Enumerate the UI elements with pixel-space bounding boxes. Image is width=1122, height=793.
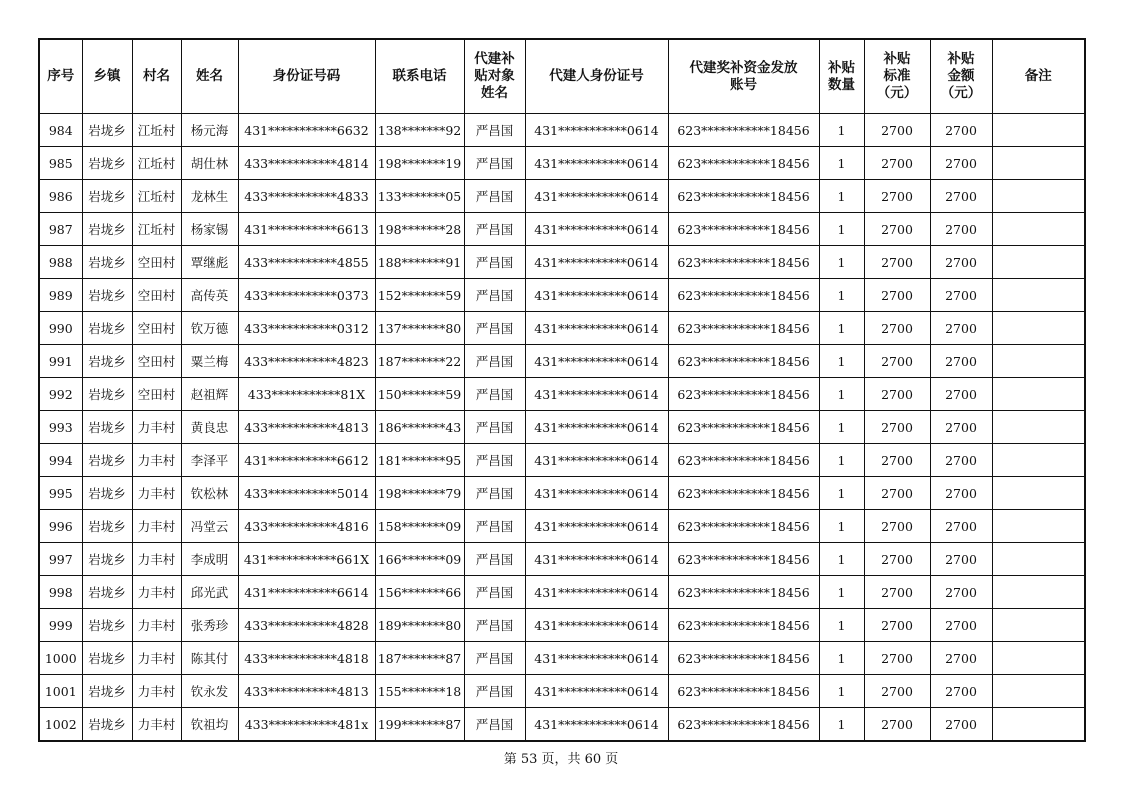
cell-standard: 2700 xyxy=(864,708,930,742)
cell-amount: 2700 xyxy=(930,378,992,411)
table-header xyxy=(39,39,1085,114)
cell-standard: 2700 xyxy=(864,609,930,642)
cell-proxy-id: 431***********0614 xyxy=(525,642,668,675)
cell-proxy-id: 431***********0614 xyxy=(525,345,668,378)
cell-remark xyxy=(992,147,1085,180)
cell-town: 岩垅乡 xyxy=(82,213,132,246)
cell-proxy-name: 严昌国 xyxy=(464,279,525,312)
cell-seq: 996 xyxy=(39,510,82,543)
cell-standard: 2700 xyxy=(864,213,930,246)
cell-account: 623***********18456 xyxy=(668,543,819,576)
table-row xyxy=(39,345,1085,378)
cell-quantity: 1 xyxy=(819,279,864,312)
cell-amount: 2700 xyxy=(930,147,992,180)
cell-name: 邱光武 xyxy=(181,576,238,609)
cell-proxy-id: 431***********0614 xyxy=(525,312,668,345)
header-quantity-line2: 数量 xyxy=(828,76,855,93)
cell-remark xyxy=(992,411,1085,444)
cell-phone: 198*******19 xyxy=(375,147,464,180)
cell-quantity: 1 xyxy=(819,378,864,411)
cell-quantity: 1 xyxy=(819,708,864,742)
cell-standard: 2700 xyxy=(864,477,930,510)
cell-id-number: 433***********4814 xyxy=(238,147,375,180)
cell-seq: 994 xyxy=(39,444,82,477)
cell-proxy-name: 严昌国 xyxy=(464,510,525,543)
table-row xyxy=(39,246,1085,279)
cell-town: 岩垅乡 xyxy=(82,642,132,675)
cell-name: 钦祖均 xyxy=(181,708,238,742)
cell-phone: 187*******87 xyxy=(375,642,464,675)
table-row xyxy=(39,180,1085,213)
cell-seq: 987 xyxy=(39,213,82,246)
cell-village: 空田村 xyxy=(132,246,181,279)
cell-village: 力丰村 xyxy=(132,411,181,444)
cell-proxy-id: 431***********0614 xyxy=(525,576,668,609)
header-town: 乡镇 xyxy=(82,39,132,114)
cell-standard: 2700 xyxy=(864,444,930,477)
cell-proxy-name: 严昌国 xyxy=(464,345,525,378)
cell-seq: 986 xyxy=(39,180,82,213)
cell-amount: 2700 xyxy=(930,180,992,213)
table-row xyxy=(39,147,1085,180)
header-id-number: 身份证号码 xyxy=(238,39,375,114)
cell-amount: 2700 xyxy=(930,609,992,642)
cell-standard: 2700 xyxy=(864,279,930,312)
cell-village: 力丰村 xyxy=(132,576,181,609)
cell-phone: 198*******28 xyxy=(375,213,464,246)
header-seq: 序号 xyxy=(39,39,82,114)
cell-standard: 2700 xyxy=(864,411,930,444)
table-row xyxy=(39,114,1085,147)
cell-town: 岩垅乡 xyxy=(82,246,132,279)
cell-proxy-name: 严昌国 xyxy=(464,477,525,510)
cell-quantity: 1 xyxy=(819,345,864,378)
cell-village: 力丰村 xyxy=(132,444,181,477)
cell-town: 岩垅乡 xyxy=(82,378,132,411)
cell-proxy-name: 严昌国 xyxy=(464,675,525,708)
cell-quantity: 1 xyxy=(819,147,864,180)
cell-id-number: 433***********5014 xyxy=(238,477,375,510)
cell-village: 力丰村 xyxy=(132,543,181,576)
cell-town: 岩垅乡 xyxy=(82,708,132,742)
cell-name: 赵祖辉 xyxy=(181,378,238,411)
cell-town: 岩垅乡 xyxy=(82,510,132,543)
cell-standard: 2700 xyxy=(864,543,930,576)
cell-phone: 187*******22 xyxy=(375,345,464,378)
cell-quantity: 1 xyxy=(819,510,864,543)
cell-account: 623***********18456 xyxy=(668,345,819,378)
cell-town: 岩垅乡 xyxy=(82,675,132,708)
cell-village: 力丰村 xyxy=(132,675,181,708)
header-amount-line3: （元） xyxy=(940,85,982,101)
cell-account: 623***********18456 xyxy=(668,708,819,742)
cell-town: 岩垅乡 xyxy=(82,114,132,147)
cell-phone: 150*******59 xyxy=(375,378,464,411)
cell-proxy-name: 严昌国 xyxy=(464,213,525,246)
cell-proxy-name: 严昌国 xyxy=(464,444,525,477)
cell-remark xyxy=(992,114,1085,147)
cell-id-number: 433***********4855 xyxy=(238,246,375,279)
cell-account: 623***********18456 xyxy=(668,477,819,510)
cell-id-number: 433***********4823 xyxy=(238,345,375,378)
table-row xyxy=(39,312,1085,345)
cell-account: 623***********18456 xyxy=(668,378,819,411)
cell-proxy-id: 431***********0614 xyxy=(525,675,668,708)
cell-name: 钦万德 xyxy=(181,312,238,345)
header-proxy-name-line3: 姓名 xyxy=(481,85,508,101)
header-quantity xyxy=(819,39,864,114)
cell-name: 杨家锡 xyxy=(181,213,238,246)
cell-seq: 985 xyxy=(39,147,82,180)
cell-town: 岩垅乡 xyxy=(82,444,132,477)
cell-village: 空田村 xyxy=(132,312,181,345)
cell-account: 623***********18456 xyxy=(668,642,819,675)
cell-proxy-name: 严昌国 xyxy=(464,114,525,147)
cell-proxy-id: 431***********0614 xyxy=(525,411,668,444)
cell-remark xyxy=(992,279,1085,312)
cell-phone: 155*******18 xyxy=(375,675,464,708)
header-proxy-name-line2: 贴对象 xyxy=(474,68,515,84)
cell-amount: 2700 xyxy=(930,576,992,609)
cell-name: 杨元海 xyxy=(181,114,238,147)
cell-id-number: 433***********481x xyxy=(238,708,375,742)
header-quantity-line1: 补贴 xyxy=(828,59,855,76)
cell-amount: 2700 xyxy=(930,708,992,742)
header-remark: 备注 xyxy=(992,39,1085,114)
cell-account: 623***********18456 xyxy=(668,576,819,609)
cell-proxy-name: 严昌国 xyxy=(464,312,525,345)
cell-quantity: 1 xyxy=(819,642,864,675)
cell-village: 力丰村 xyxy=(132,708,181,742)
cell-proxy-id: 431***********0614 xyxy=(525,477,668,510)
cell-account: 623***********18456 xyxy=(668,213,819,246)
cell-seq: 993 xyxy=(39,411,82,444)
cell-name: 黄良忠 xyxy=(181,411,238,444)
cell-proxy-id: 431***********0614 xyxy=(525,378,668,411)
cell-proxy-id: 431***********0614 xyxy=(525,147,668,180)
header-standard xyxy=(864,39,930,114)
cell-proxy-name: 严昌国 xyxy=(464,180,525,213)
cell-remark xyxy=(992,543,1085,576)
cell-amount: 2700 xyxy=(930,312,992,345)
cell-standard: 2700 xyxy=(864,345,930,378)
cell-quantity: 1 xyxy=(819,246,864,279)
cell-quantity: 1 xyxy=(819,213,864,246)
cell-id-number: 433***********4833 xyxy=(238,180,375,213)
cell-village: 江坵村 xyxy=(132,180,181,213)
table-row xyxy=(39,675,1085,708)
cell-proxy-name: 严昌国 xyxy=(464,411,525,444)
cell-seq: 999 xyxy=(39,609,82,642)
header-village: 村名 xyxy=(132,39,181,114)
header-proxy-name xyxy=(464,39,525,114)
cell-id-number: 431***********6632 xyxy=(238,114,375,147)
cell-quantity: 1 xyxy=(819,576,864,609)
cell-amount: 2700 xyxy=(930,642,992,675)
cell-phone: 188*******91 xyxy=(375,246,464,279)
cell-account: 623***********18456 xyxy=(668,510,819,543)
table-row xyxy=(39,708,1085,742)
cell-standard: 2700 xyxy=(864,180,930,213)
cell-name: 龙林生 xyxy=(181,180,238,213)
page-number: 第 53 页，共 60 页 xyxy=(503,752,619,767)
cell-seq: 988 xyxy=(39,246,82,279)
header-phone: 联系电话 xyxy=(375,39,464,114)
cell-village: 力丰村 xyxy=(132,642,181,675)
table-row xyxy=(39,477,1085,510)
cell-proxy-name: 严昌国 xyxy=(464,147,525,180)
header-proxy-name-line1: 代建补 xyxy=(474,51,515,67)
cell-name: 李泽平 xyxy=(181,444,238,477)
cell-quantity: 1 xyxy=(819,180,864,213)
table-row xyxy=(39,642,1085,675)
header-amount-line1: 补贴 xyxy=(947,51,975,67)
cell-phone: 199*******87 xyxy=(375,708,464,742)
cell-name: 张秀珍 xyxy=(181,609,238,642)
cell-phone: 137*******80 xyxy=(375,312,464,345)
cell-name: 陈其付 xyxy=(181,642,238,675)
cell-proxy-name: 严昌国 xyxy=(464,576,525,609)
cell-town: 岩垅乡 xyxy=(82,312,132,345)
cell-account: 623***********18456 xyxy=(668,609,819,642)
cell-account: 623***********18456 xyxy=(668,444,819,477)
cell-remark xyxy=(992,444,1085,477)
cell-account: 623***********18456 xyxy=(668,279,819,312)
header-account-line1: 代建奖补资金发放 xyxy=(689,59,798,76)
cell-proxy-id: 431***********0614 xyxy=(525,279,668,312)
cell-standard: 2700 xyxy=(864,246,930,279)
cell-phone: 156*******66 xyxy=(375,576,464,609)
cell-amount: 2700 xyxy=(930,444,992,477)
cell-town: 岩垅乡 xyxy=(82,279,132,312)
cell-amount: 2700 xyxy=(930,543,992,576)
cell-remark xyxy=(992,180,1085,213)
cell-amount: 2700 xyxy=(930,114,992,147)
subsidy-roster-table xyxy=(38,38,1086,742)
cell-proxy-id: 431***********0614 xyxy=(525,444,668,477)
cell-proxy-id: 431***********0614 xyxy=(525,246,668,279)
cell-seq: 989 xyxy=(39,279,82,312)
table-row xyxy=(39,609,1085,642)
cell-id-number: 433***********4818 xyxy=(238,642,375,675)
cell-phone: 158*******09 xyxy=(375,510,464,543)
cell-amount: 2700 xyxy=(930,213,992,246)
table-row xyxy=(39,279,1085,312)
cell-proxy-id: 431***********0614 xyxy=(525,708,668,742)
cell-name: 冯堂云 xyxy=(181,510,238,543)
cell-amount: 2700 xyxy=(930,246,992,279)
cell-town: 岩垅乡 xyxy=(82,576,132,609)
cell-amount: 2700 xyxy=(930,411,992,444)
cell-seq: 1001 xyxy=(39,675,82,708)
cell-amount: 2700 xyxy=(930,510,992,543)
table-row xyxy=(39,576,1085,609)
cell-name: 高传英 xyxy=(181,279,238,312)
cell-phone: 189*******80 xyxy=(375,609,464,642)
cell-town: 岩垅乡 xyxy=(82,477,132,510)
cell-remark xyxy=(992,312,1085,345)
table-row xyxy=(39,411,1085,444)
header-amount-line2: 金额 xyxy=(947,68,975,84)
table-row xyxy=(39,378,1085,411)
table-row xyxy=(39,543,1085,576)
cell-proxy-name: 严昌国 xyxy=(464,642,525,675)
cell-village: 空田村 xyxy=(132,345,181,378)
cell-seq: 998 xyxy=(39,576,82,609)
cell-name: 钦永发 xyxy=(181,675,238,708)
cell-id-number: 433***********81X xyxy=(238,378,375,411)
cell-quantity: 1 xyxy=(819,114,864,147)
cell-id-number: 433***********4828 xyxy=(238,609,375,642)
cell-quantity: 1 xyxy=(819,609,864,642)
cell-proxy-name: 严昌国 xyxy=(464,609,525,642)
cell-village: 空田村 xyxy=(132,279,181,312)
cell-proxy-id: 431***********0614 xyxy=(525,609,668,642)
cell-account: 623***********18456 xyxy=(668,246,819,279)
cell-remark xyxy=(992,213,1085,246)
cell-quantity: 1 xyxy=(819,477,864,510)
cell-id-number: 431***********6614 xyxy=(238,576,375,609)
cell-account: 623***********18456 xyxy=(668,180,819,213)
cell-seq: 995 xyxy=(39,477,82,510)
cell-village: 空田村 xyxy=(132,378,181,411)
cell-quantity: 1 xyxy=(819,675,864,708)
cell-amount: 2700 xyxy=(930,345,992,378)
cell-village: 江坵村 xyxy=(132,114,181,147)
header-account xyxy=(668,39,819,114)
cell-town: 岩垅乡 xyxy=(82,180,132,213)
cell-proxy-id: 431***********0614 xyxy=(525,114,668,147)
table-body xyxy=(39,114,1085,742)
cell-phone: 133*******05 xyxy=(375,180,464,213)
cell-name: 覃继彪 xyxy=(181,246,238,279)
cell-name: 粟兰梅 xyxy=(181,345,238,378)
header-account-line2: 账号 xyxy=(730,76,757,93)
cell-id-number: 431***********661X xyxy=(238,543,375,576)
cell-village: 力丰村 xyxy=(132,477,181,510)
cell-remark xyxy=(992,510,1085,543)
cell-remark xyxy=(992,642,1085,675)
cell-remark xyxy=(992,345,1085,378)
cell-proxy-id: 431***********0614 xyxy=(525,543,668,576)
cell-phone: 166*******09 xyxy=(375,543,464,576)
cell-amount: 2700 xyxy=(930,477,992,510)
cell-standard: 2700 xyxy=(864,642,930,675)
cell-standard: 2700 xyxy=(864,510,930,543)
cell-standard: 2700 xyxy=(864,378,930,411)
cell-phone: 152*******59 xyxy=(375,279,464,312)
cell-village: 力丰村 xyxy=(132,609,181,642)
cell-phone: 181*******95 xyxy=(375,444,464,477)
table-row xyxy=(39,510,1085,543)
header-amount xyxy=(930,39,992,114)
cell-proxy-name: 严昌国 xyxy=(464,708,525,742)
cell-town: 岩垅乡 xyxy=(82,411,132,444)
cell-standard: 2700 xyxy=(864,114,930,147)
cell-village: 江坵村 xyxy=(132,213,181,246)
cell-seq: 1000 xyxy=(39,642,82,675)
cell-id-number: 433***********4813 xyxy=(238,675,375,708)
cell-seq: 992 xyxy=(39,378,82,411)
table-row xyxy=(39,444,1085,477)
cell-remark xyxy=(992,378,1085,411)
cell-proxy-name: 严昌国 xyxy=(464,543,525,576)
cell-proxy-id: 431***********0614 xyxy=(525,510,668,543)
cell-quantity: 1 xyxy=(819,411,864,444)
header-standard-line1: 补贴 xyxy=(883,51,911,67)
header-standard-line3: （元） xyxy=(876,85,918,101)
cell-remark xyxy=(992,576,1085,609)
cell-proxy-id: 431***********0614 xyxy=(525,180,668,213)
cell-town: 岩垅乡 xyxy=(82,147,132,180)
header-proxy-id: 代建人身份证号 xyxy=(525,39,668,114)
cell-standard: 2700 xyxy=(864,147,930,180)
cell-id-number: 431***********6612 xyxy=(238,444,375,477)
cell-name: 钦松林 xyxy=(181,477,238,510)
cell-account: 623***********18456 xyxy=(668,675,819,708)
cell-seq: 997 xyxy=(39,543,82,576)
cell-amount: 2700 xyxy=(930,675,992,708)
cell-seq: 991 xyxy=(39,345,82,378)
cell-remark xyxy=(992,609,1085,642)
table-row xyxy=(39,213,1085,246)
cell-proxy-name: 严昌国 xyxy=(464,378,525,411)
cell-account: 623***********18456 xyxy=(668,411,819,444)
cell-id-number: 433***********0373 xyxy=(238,279,375,312)
cell-phone: 138*******92 xyxy=(375,114,464,147)
cell-id-number: 433***********0312 xyxy=(238,312,375,345)
cell-remark xyxy=(992,675,1085,708)
cell-phone: 198*******79 xyxy=(375,477,464,510)
cell-name: 李成明 xyxy=(181,543,238,576)
cell-id-number: 433***********4813 xyxy=(238,411,375,444)
cell-amount: 2700 xyxy=(930,279,992,312)
cell-id-number: 431***********6613 xyxy=(238,213,375,246)
cell-seq: 984 xyxy=(39,114,82,147)
cell-id-number: 433***********4816 xyxy=(238,510,375,543)
cell-proxy-name: 严昌国 xyxy=(464,246,525,279)
cell-remark xyxy=(992,477,1085,510)
cell-phone: 186*******43 xyxy=(375,411,464,444)
cell-standard: 2700 xyxy=(864,675,930,708)
header-name: 姓名 xyxy=(181,39,238,114)
cell-quantity: 1 xyxy=(819,543,864,576)
cell-town: 岩垅乡 xyxy=(82,609,132,642)
cell-remark xyxy=(992,246,1085,279)
cell-standard: 2700 xyxy=(864,576,930,609)
cell-account: 623***********18456 xyxy=(668,312,819,345)
cell-town: 岩垅乡 xyxy=(82,543,132,576)
header-standard-line2: 标准 xyxy=(883,68,911,84)
cell-quantity: 1 xyxy=(819,312,864,345)
cell-proxy-id: 431***********0614 xyxy=(525,213,668,246)
cell-quantity: 1 xyxy=(819,444,864,477)
cell-name: 胡仕林 xyxy=(181,147,238,180)
cell-standard: 2700 xyxy=(864,312,930,345)
cell-seq: 1002 xyxy=(39,708,82,742)
cell-village: 江坵村 xyxy=(132,147,181,180)
cell-account: 623***********18456 xyxy=(668,114,819,147)
cell-account: 623***********18456 xyxy=(668,147,819,180)
cell-village: 力丰村 xyxy=(132,510,181,543)
cell-seq: 990 xyxy=(39,312,82,345)
cell-town: 岩垅乡 xyxy=(82,345,132,378)
cell-remark xyxy=(992,708,1085,742)
header-row xyxy=(39,39,1085,114)
